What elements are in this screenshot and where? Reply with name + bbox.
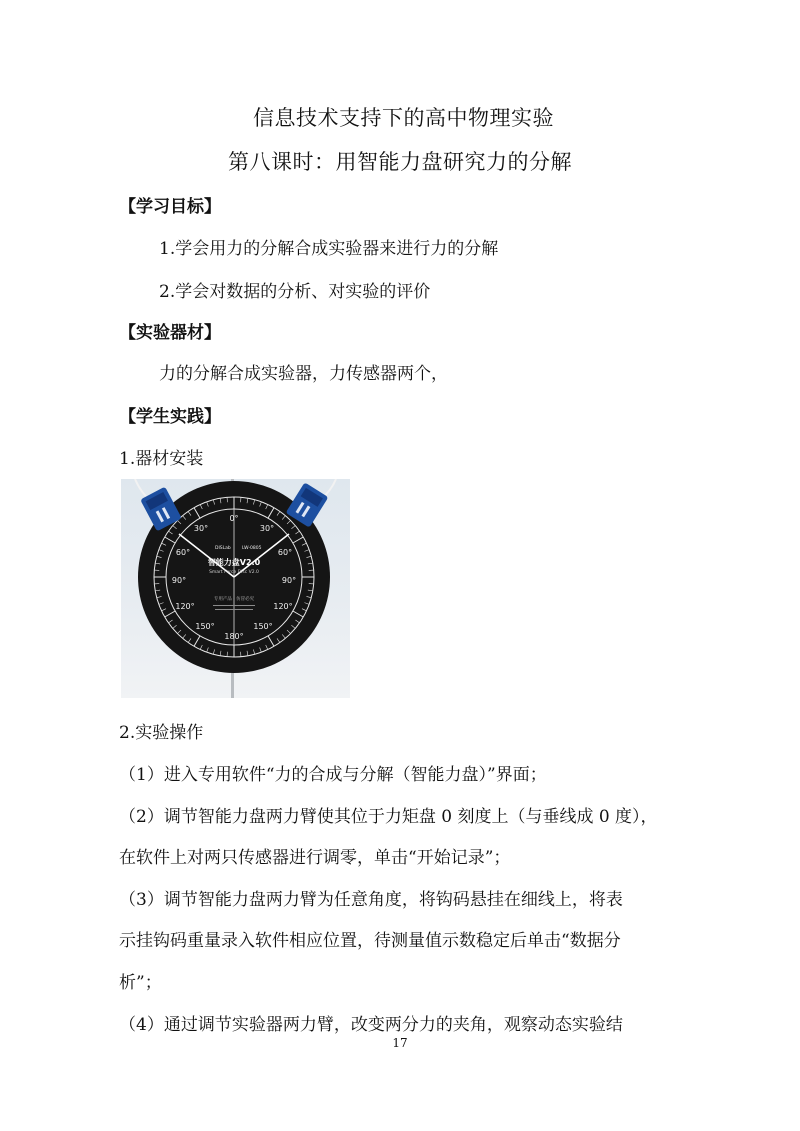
apparatus-photo xyxy=(121,479,350,698)
angle-120-right-label: 120° xyxy=(273,602,293,611)
angle-30-right-label: 30° xyxy=(259,524,275,533)
operation-line-2: （2）调节智能力盘两力臂使其位于力矩盘 0 刻度上（与垂线成 0 度）， xyxy=(119,807,658,827)
angle-0-label: 0° xyxy=(229,514,239,523)
angle-90-right-label: 90° xyxy=(281,576,297,585)
section-objectives: 【学习目标】 xyxy=(119,197,221,217)
angle-30-left-label: 30° xyxy=(193,524,209,533)
angle-180-label: 180° xyxy=(224,632,244,641)
operation-line-1: （1）进入专用软件“力的合成与分解（智能力盘）”界面； xyxy=(119,765,547,785)
device-note-line-1 xyxy=(213,605,255,606)
operation-line-5: 示挂钩码重量录入软件相应位置，待测量值示数稳定后单击“数据分 xyxy=(119,931,621,951)
angle-60-right-label: 60° xyxy=(277,548,293,557)
operation-line-6: 析”； xyxy=(119,973,162,993)
angle-60-left-label: 60° xyxy=(175,548,191,557)
device-subtitle-label: Smart Force Disc V2.0 xyxy=(209,570,259,575)
angle-150-left-label: 150° xyxy=(195,622,215,631)
step-equipment-install: 1.器材安装 xyxy=(119,449,204,469)
page-number: 17 xyxy=(392,1036,408,1050)
section-practice: 【学生实践】 xyxy=(119,407,221,427)
angle-120-left-label: 120° xyxy=(175,602,195,611)
device-title-label: 智能力盘V2.0 xyxy=(207,558,261,567)
angle-150-right-label: 150° xyxy=(253,622,273,631)
device-note-label: 专用产品 · 仿冒必究 xyxy=(213,597,255,602)
equipment-text: 力的分解合成实验器，力传感器两个， xyxy=(159,364,448,384)
objective-2: 2.学会对数据的分析、对实验的评价 xyxy=(159,282,431,302)
operation-line-3: 在软件上对两只传感器进行调零，单击“开始记录”； xyxy=(119,848,511,868)
model-label: LW-0805 xyxy=(242,546,262,551)
operation-line-4: （3）调节智能力盘两力臂为任意角度，将钩码悬挂在细线上，将表 xyxy=(119,890,623,910)
section-equipment: 【实验器材】 xyxy=(119,323,221,343)
force-disc-illustration xyxy=(121,479,350,698)
step-operation: 2.实验操作 xyxy=(119,723,204,743)
device-note-line-2 xyxy=(215,609,253,610)
objective-1: 1.学会用力的分解合成实验器来进行力的分解 xyxy=(159,239,499,259)
brand-label: DISLab xyxy=(215,546,231,551)
angle-90-left-label: 90° xyxy=(171,576,187,585)
operation-line-7: （4）通过调节实验器两力臂，改变两分力的夹角，观察动态实验结 xyxy=(119,1015,623,1035)
lesson-subtitle: 第八课时：用智能力盘研究力的分解 xyxy=(228,150,572,174)
document-title: 信息技术支持下的高中物理实验 xyxy=(253,106,554,130)
